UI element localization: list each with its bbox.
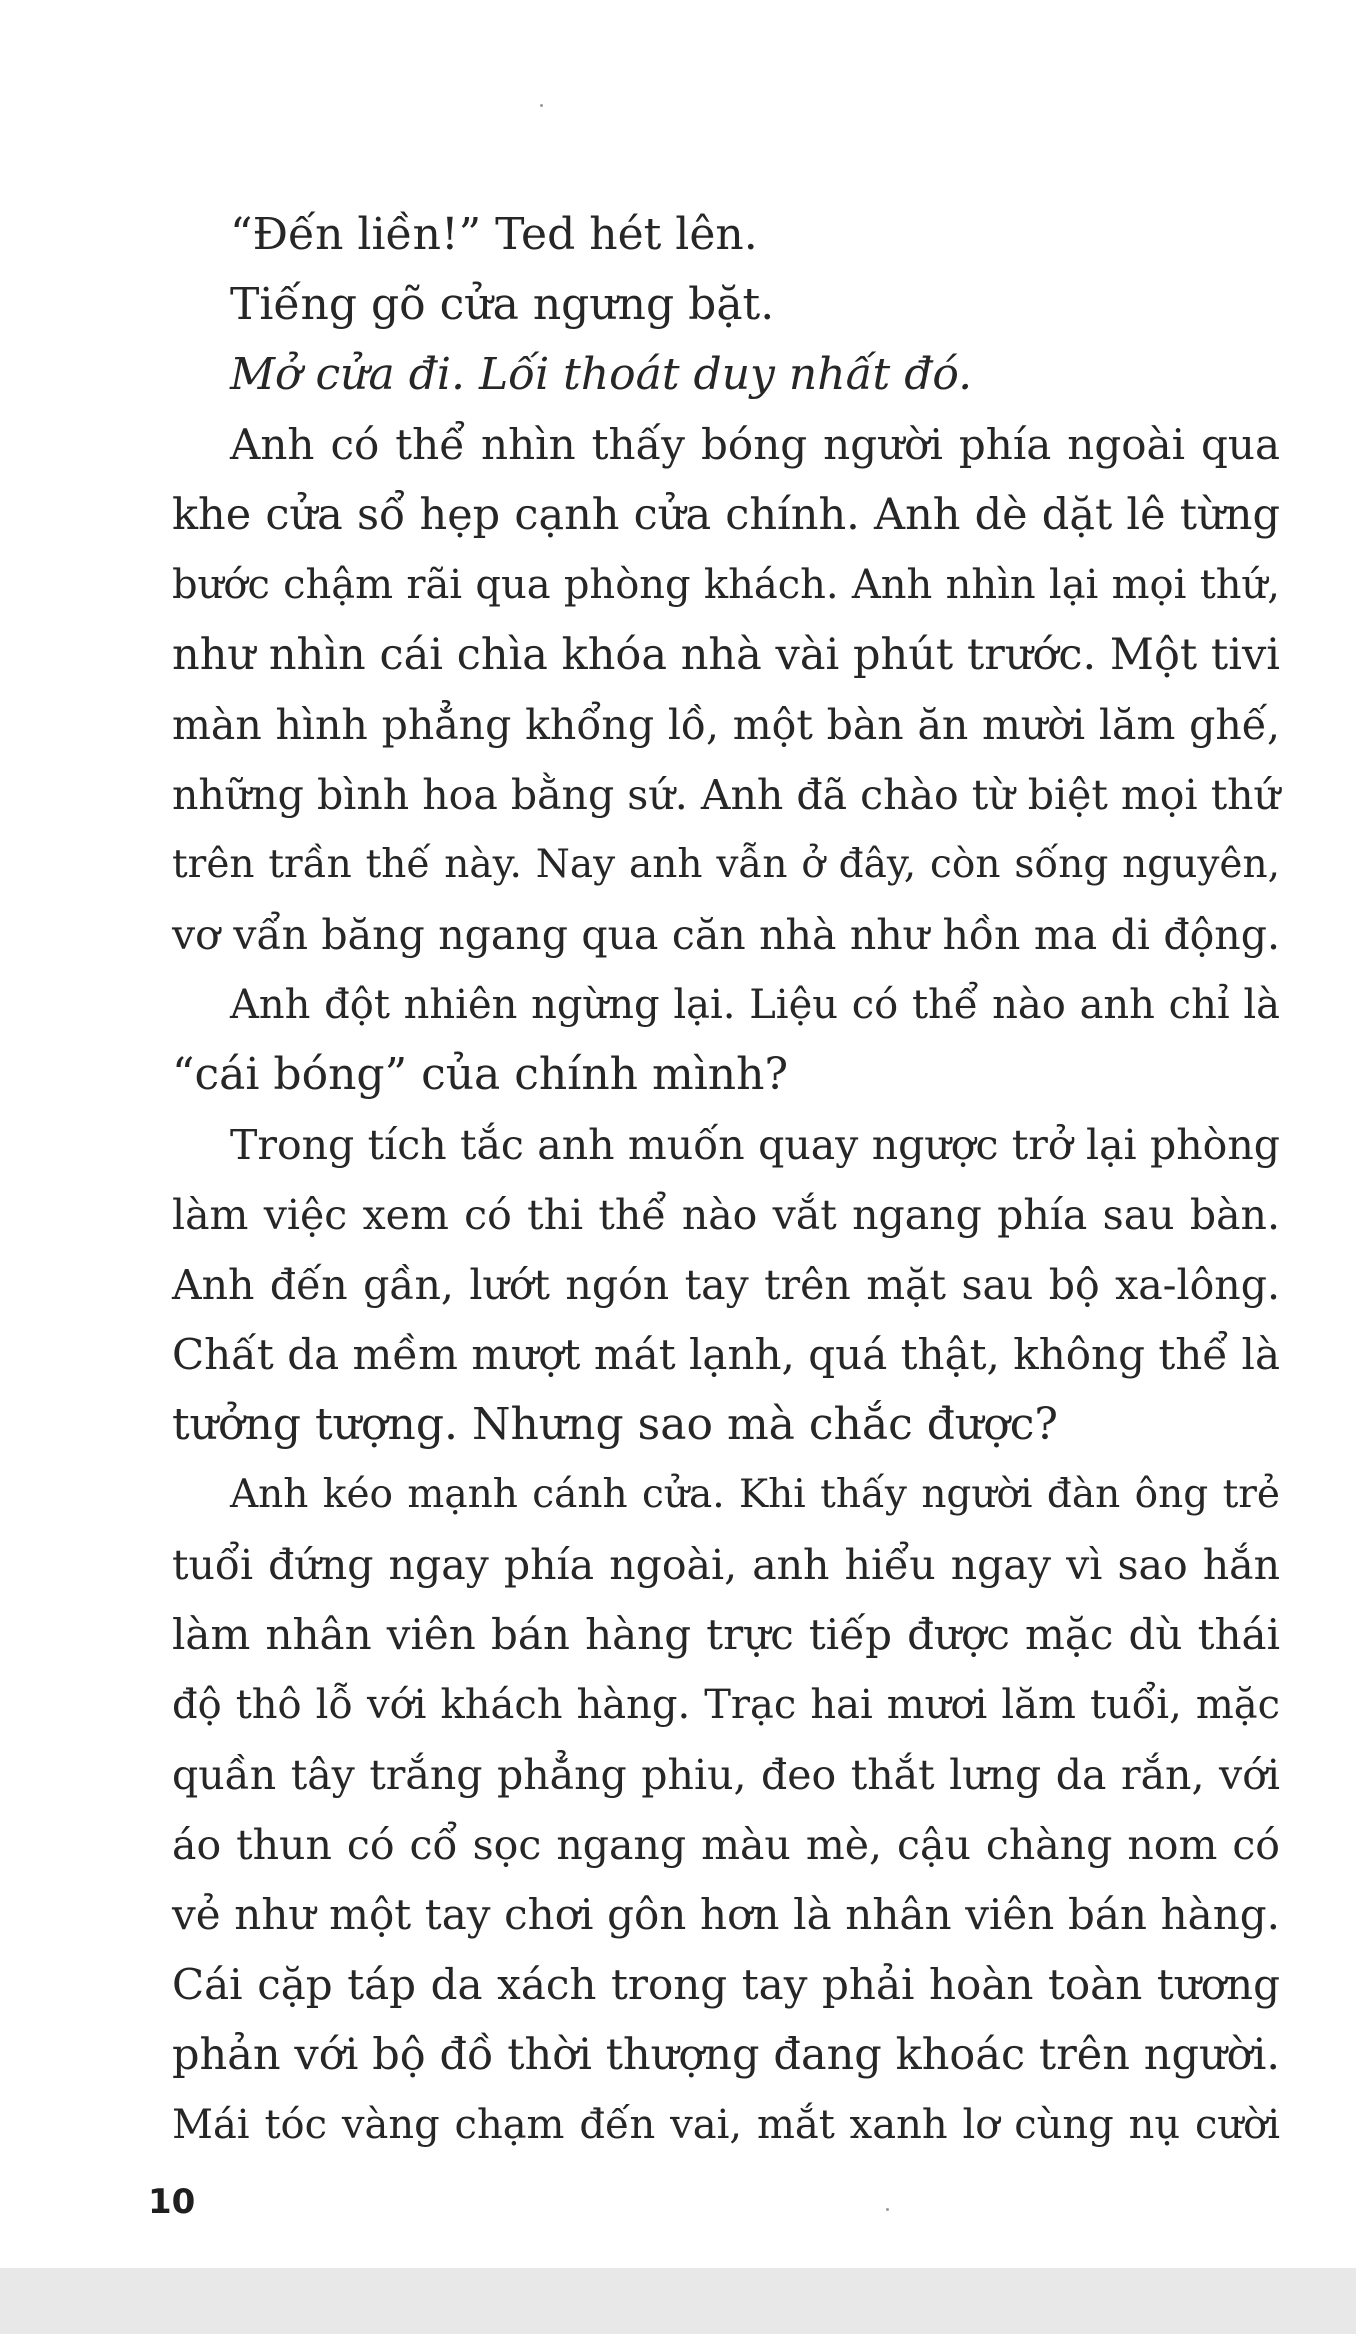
text-line: làm nhân viên bán hàng trực tiếp được mặc dù thái: [172, 1610, 1280, 1659]
text-line: bước chậm rãi qua phòng khách. Anh nhìn lại mọi thứ,: [172, 562, 1280, 608]
print-speck: [886, 2208, 889, 2211]
text-line: Chất da mềm mượt mát lạnh, quá thật, không thể là: [172, 1330, 1280, 1379]
print-speck: [540, 104, 543, 107]
text-line: Trong tích tắc anh muốn quay ngược trở lại phòng: [230, 1121, 1280, 1169]
text-line: Anh đến gần, lướt ngón tay trên mặt sau bộ xa-lông.: [172, 1261, 1280, 1309]
text-line: Anh có thể nhìn thấy bóng người phía ngoài qua: [230, 420, 1280, 469]
page-number: 10: [148, 2182, 196, 2222]
text-line: Cái cặp táp da xách trong tay phải hoàn toàn tương: [172, 1960, 1280, 2009]
text-line: khe cửa sổ hẹp cạnh cửa chính. Anh dè dặt lê từng: [172, 490, 1280, 540]
text-line: trên trần thế này. Nay anh vẫn ở đây, còn sống nguyên,: [172, 842, 1280, 887]
text-line: quần tây trắng phẳng phiu, đeo thắt lưng da rắn, với: [172, 1751, 1280, 1799]
text-line: Anh đột nhiên ngừng lại. Liệu có thể nào anh chỉ là: [230, 982, 1280, 1028]
text-line: Anh kéo mạnh cánh cửa. Khi thấy người đàn ông trẻ: [230, 1472, 1280, 1517]
text-line: tưởng tượng. Nhưng sao mà chắc được?: [172, 1399, 1058, 1450]
text-line: vẻ như một tay chơi gôn hơn là nhân viên bán hàng.: [172, 1890, 1280, 1939]
text-line: làm việc xem có thi thể nào vắt ngang phía sau bàn.: [172, 1191, 1280, 1239]
text-line: độ thô lỗ với khách hàng. Trạc hai mươi lăm tuổi, mặc: [172, 1682, 1280, 1728]
body-text: [172, 200, 1280, 2160]
text-line: màn hình phẳng khổng lồ, một bàn ăn mười lăm ghế,: [172, 701, 1280, 749]
text-line: vơ vẩn băng ngang qua căn nhà như hồn ma di động.: [172, 911, 1280, 959]
text-line: áo thun có cổ sọc ngang màu mè, cậu chàng nom có: [172, 1821, 1280, 1869]
text-line: những bình hoa bằng sứ. Anh đã chào từ biệt mọi thứ: [172, 771, 1280, 819]
text-line: phản với bộ đồ thời thượng đang khoác trên người.: [172, 2030, 1280, 2080]
text-line: “cái bóng” của chính mình?: [172, 1049, 789, 1100]
text-line: như nhìn cái chìa khóa nhà vài phút trước. Một tivi: [172, 630, 1280, 680]
text-line: Tiếng gõ cửa ngưng bặt.: [230, 279, 775, 330]
text-line: Mở cửa đi. Lối thoát duy nhất đó.: [230, 349, 973, 400]
text-line: “Đến liền!” Ted hét lên.: [230, 209, 758, 260]
text-line: Mái tóc vàng chạm đến vai, mắt xanh lơ cùng nụ cười: [172, 2102, 1280, 2148]
text-line: tuổi đứng ngay phía ngoài, anh hiểu ngay vì sao hắn: [172, 1541, 1280, 1589]
scan-margin: [0, 2268, 1356, 2334]
